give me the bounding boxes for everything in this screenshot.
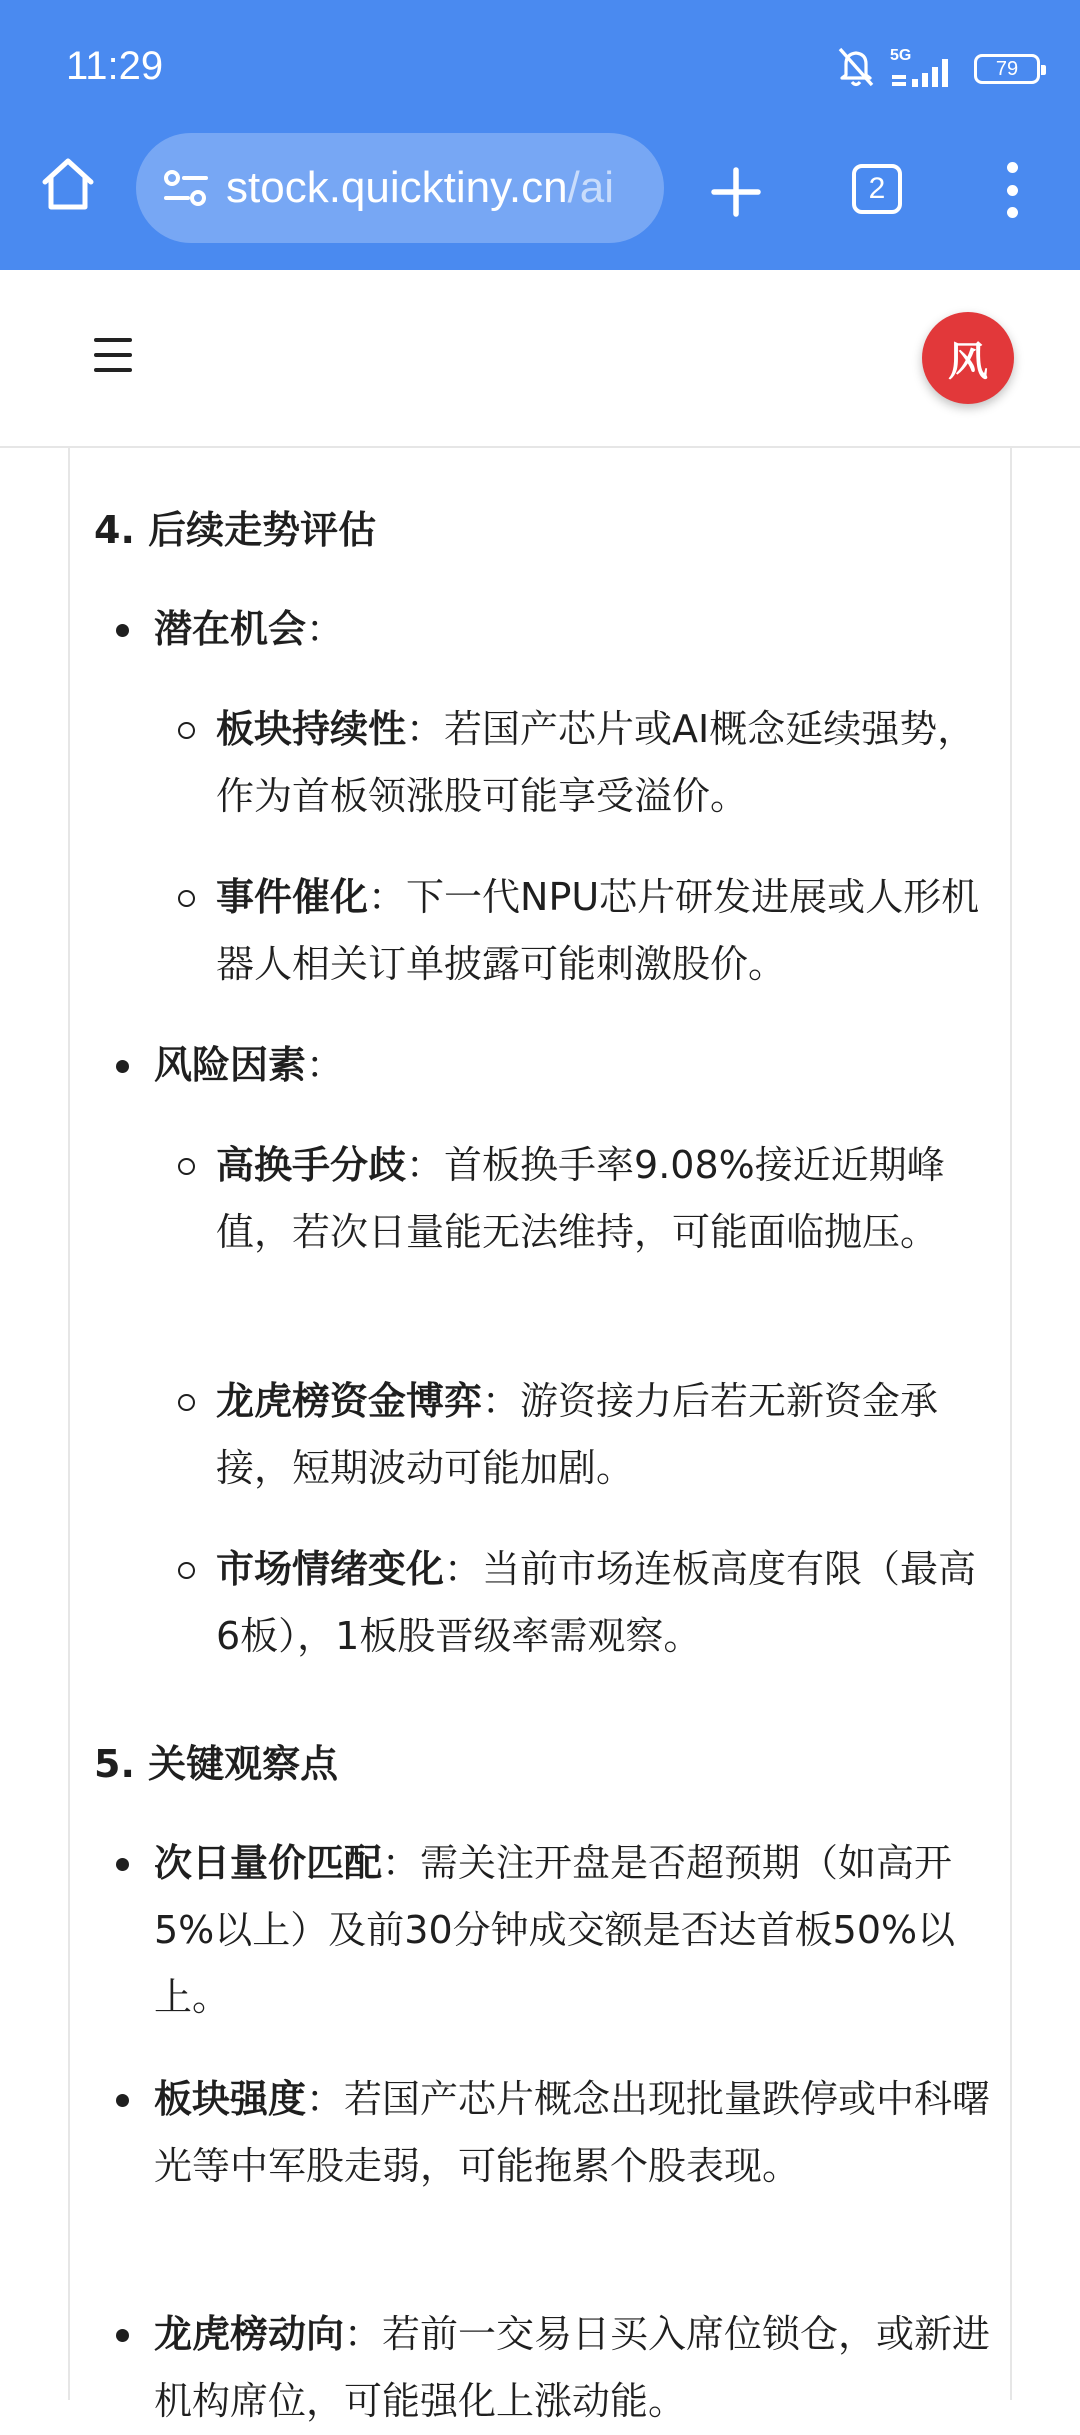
list-item (94, 1032, 994, 1099)
list-item (94, 1132, 994, 1266)
bullet-icon (116, 1060, 129, 1073)
bullet-icon (116, 1858, 129, 1871)
item-text: 若前一交易日买入席位锁仓，或新进机构席位，可能强化上涨动能。 (154, 2312, 991, 2423)
item-term: 高换手分歧 (216, 1143, 407, 1187)
home-button[interactable] (36, 152, 100, 216)
item-text: 游资接力后若无新资金承接，短期波动可能加剧。 (216, 1379, 939, 1490)
item-sep: ： (382, 1841, 421, 1885)
tab-count: 2 (868, 172, 886, 205)
hamburger-menu-icon[interactable] (94, 338, 132, 372)
item-term: 事件催化 (216, 875, 369, 919)
item-colon: ： (306, 1043, 345, 1087)
bullet-icon (178, 1158, 195, 1175)
item-term: 次日量价匹配 (154, 1841, 383, 1885)
network-label: 5G (890, 47, 912, 64)
address-bar[interactable] (136, 133, 664, 243)
battery-icon (974, 54, 1040, 84)
bullet-icon (178, 722, 195, 739)
new-tab-button[interactable] (700, 156, 772, 228)
avatar[interactable]: 风 (922, 312, 1014, 404)
list-item (94, 1536, 994, 1670)
list-item (94, 864, 994, 998)
section-heading-4: 4. 后续走势评估 (94, 508, 377, 552)
item-text: 首板换手率9.08%接近近期峰值，若次日量能无法维持，可能面临抛压。 (216, 1143, 945, 1254)
item-text: 下一代NPU芯片研发进展或人形机器人相关订单披露可能刺激股价。 (216, 875, 980, 986)
item-sep: ： (344, 2312, 383, 2356)
list-item (94, 696, 994, 830)
item-text: 需关注开盘是否超预期（如高开5%以上）及前30分钟成交额是否达首板50%以上。 (154, 1841, 956, 2019)
section-heading-5: 5. 关键观察点 (94, 1742, 339, 1786)
item-sep: ： (406, 1143, 445, 1187)
bullet-icon (116, 624, 129, 637)
home-icon (39, 155, 97, 213)
item-text: 当前市场连板高度有限（最高6板），1板股晋级率需观察。 (216, 1547, 977, 1658)
url-text[interactable] (226, 163, 614, 213)
item-term: 板块强度 (154, 2077, 307, 2121)
url-host: stock.quicktiny.cn (226, 163, 568, 212)
site-header (0, 270, 1080, 448)
item-sep: ： (368, 875, 407, 919)
item-sep: ： (444, 1547, 483, 1591)
signal-icon (890, 47, 960, 91)
tabs-button[interactable] (852, 164, 902, 214)
item-term: 风险因素 (154, 1043, 307, 1087)
item-colon: ： (306, 607, 345, 651)
item-sep: ： (482, 1379, 521, 1423)
bullet-icon (116, 2094, 129, 2107)
more-vert-icon[interactable] (992, 162, 1032, 218)
list-item (94, 1368, 994, 1502)
status-icons (836, 44, 1040, 94)
item-text: 若国产芯片或AI概念延续强势，作为首板领涨股可能享受溢价。 (216, 707, 976, 818)
bullet-icon (178, 1562, 195, 1579)
status-time: 11:29 (66, 44, 164, 88)
browser-chrome (0, 0, 1080, 270)
item-sep: ： (406, 707, 445, 751)
list-item (94, 2301, 994, 2435)
list-item (94, 1830, 994, 2031)
list-item (94, 2066, 994, 2200)
article-card (68, 448, 1012, 2423)
plus-icon (710, 166, 762, 218)
item-term: 市场情绪变化 (216, 1547, 445, 1591)
item-term: 潜在机会 (154, 607, 307, 651)
site-settings-icon[interactable] (156, 158, 216, 218)
list-item (94, 596, 994, 663)
bullet-icon (178, 890, 195, 907)
url-path: /ai (567, 163, 615, 212)
battery-level: 79 (995, 57, 1019, 80)
item-term: 龙虎榜资金博弈 (216, 1379, 483, 1423)
item-text: 若国产芯片概念出现批量跌停或中科曙光等中军股走弱，可能拖累个股表现。 (154, 2077, 991, 2188)
item-term: 板块持续性 (216, 707, 407, 751)
bullet-icon (116, 2329, 129, 2342)
item-sep: ： (306, 2077, 345, 2121)
item-term: 龙虎榜动向 (154, 2312, 345, 2356)
bell-off-icon (836, 45, 876, 93)
bullet-icon (178, 1394, 195, 1411)
